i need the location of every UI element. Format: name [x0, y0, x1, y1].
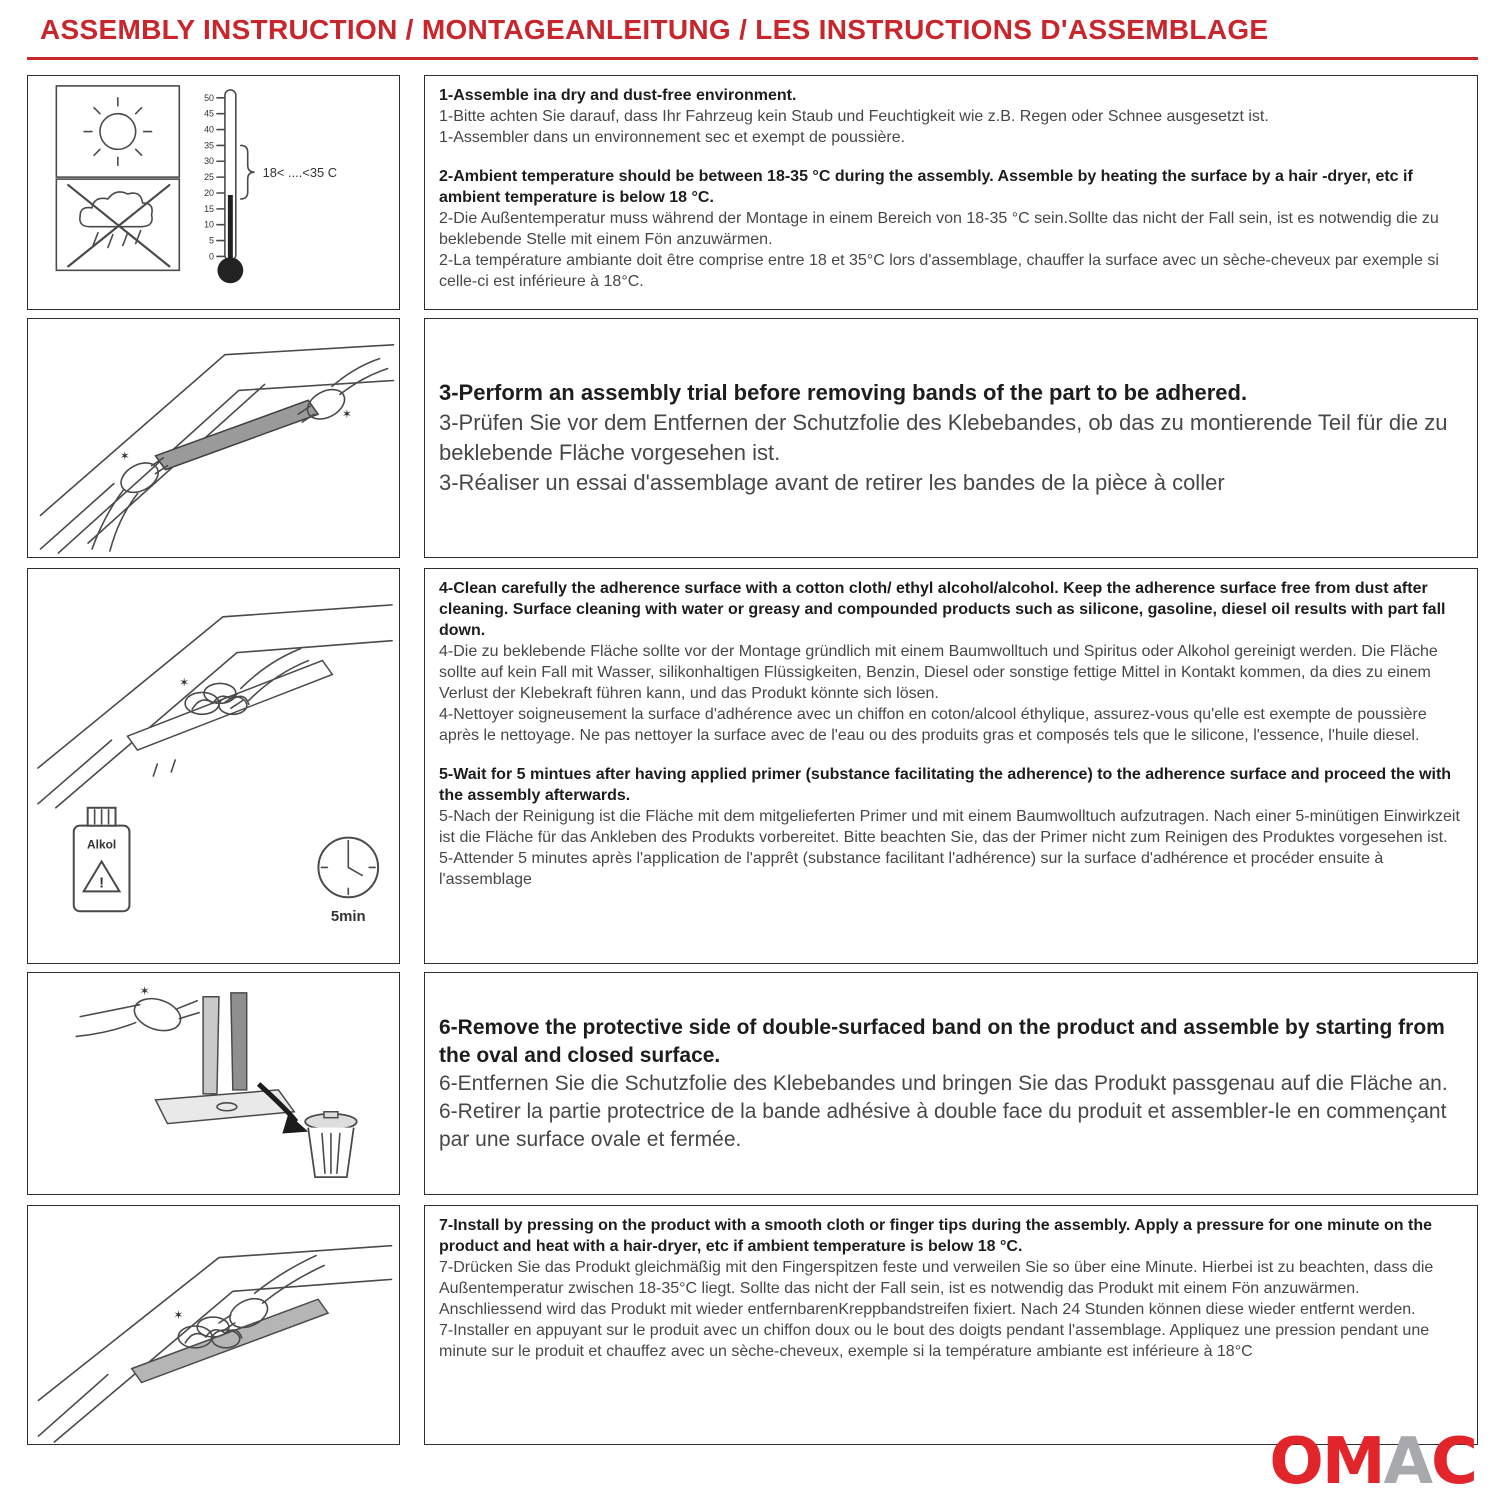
illustration-press-install: [27, 1205, 400, 1445]
environment-temperature-drawing: [28, 76, 399, 309]
sun-icon: [56, 86, 179, 177]
logo-text-gray: A: [1383, 1425, 1432, 1499]
instruction-paragraph: 6-Retirer la partie protectrice de la bande adhésive à double face du produit et assembler-le en commençant par une surface ovale et fermée.: [439, 1099, 1447, 1151]
instruction-paragraph: 1-Bitte achten Sie darauf, dass Ihr Fahrzeug kein Staub und Feuchtigkeit wie z.B. Regen oder Schnee ausgesetzt ist.: [439, 108, 1269, 125]
illustration-environment: [27, 75, 400, 310]
spacer: [439, 746, 1463, 764]
svg-text:✶: ✶: [179, 675, 190, 690]
instruction-paragraph: 5-Nach der Reinigung ist die Fläche mit dem mitgelieferten Primer und mit einem Baumwolltuch aufzutragen. Nach einer 5-minütigen Einwirkzeit ist die Fläche für das Ankleben des Produkts vorbereitet. Bitte beachten Sie, das der Primer nicht zum Reinigen des Produktes vorgesehen ist.: [439, 808, 1460, 846]
illustration-assembly-trial: [27, 318, 400, 558]
instructions-step-6: [424, 972, 1478, 1195]
bottle-label: Alkol: [87, 837, 117, 852]
section-row-3: [27, 568, 1478, 964]
instruction-paragraph: 7-Drücken Sie das Produkt gleichmäßig mit den Fingerspitzen feste und verweilen Sie so über eine Minute. Hierbei ist zu beachten, dass die Außentemperatur zwischen 18-35°C liegt. Sollte das nicht der Fall sein, ist es notwendig das Produkt mit einem Fön anzuwärmen. Anschliessend wird das Produkt mit wieder entfernbarenKreppbandstreifen fixiert. Nach 24 Stunden können diese wieder entfernt werden.: [439, 1259, 1434, 1318]
svg-text:✶: ✶: [139, 983, 150, 998]
svg-text:0: 0: [209, 251, 214, 262]
instructions-step-4-5: [424, 568, 1478, 964]
instruction-paragraph: 2-Die Außentemperatur muss während der Montage in einem Bereich von 18-35 °C sein.Sollte das nicht der Fall sein, ist es notwendig die zu beklebende Stelle mit einem Fön anzuwärmen.: [439, 210, 1439, 248]
svg-text:5: 5: [209, 235, 214, 246]
instruction-paragraph: 4-Clean carefully the adherence surface with a cotton cloth/ ethyl alcohol/alcohol. Keep the adherence surface free from dust after cleaning. Surface cleaning with water or greasy and compounded products such as silicone, gasoline, diesel oil results with part fall down.: [439, 580, 1446, 639]
svg-text:15: 15: [204, 203, 214, 214]
instruction-paragraph: 2-Ambient temperature should be between 18-35 °C during the assembly. Assemble by heating the surface by a hair -dryer, etc if ambient temperature is below 18 °C.: [439, 168, 1413, 206]
section-row-4: [27, 972, 1478, 1195]
pressing-hand-drawing: [28, 1206, 399, 1444]
svg-text:10: 10: [204, 219, 214, 230]
right-hand: [298, 359, 387, 425]
section-row-1: [27, 75, 1478, 310]
svg-text:30: 30: [204, 156, 214, 167]
cleaning-surface-drawing: [28, 569, 399, 963]
svg-text:✶: ✶: [173, 1308, 184, 1323]
svg-text:35: 35: [204, 140, 214, 151]
instruction-paragraph: 7-Installer en appuyant sur le produit avec un chiffon doux ou le bout des doigts pendant l'assemblage. Appliquez une pression pendant une minute sur le produit et chauffez avec un sèche-cheveux, exemple si la température ambiante est inférieure à 18°C: [439, 1322, 1430, 1360]
no-rain-icon: [56, 179, 179, 270]
temp-range-label: 18< ....<35 C: [262, 165, 338, 181]
illustration-cleaning: [27, 568, 400, 964]
page-title: ASSEMBLY INSTRUCTION / MONTAGEANLEITUNG / LES INSTRUCTIONS D'ASSEMBLAGE: [40, 14, 1269, 45]
logo-text-red2: C: [1431, 1425, 1476, 1499]
svg-text:✶: ✶: [341, 407, 352, 422]
instruction-paragraph: 6-Remove the protective side of double-surfaced band on the product and assemble by starting from the oval and closed surface.: [439, 1015, 1445, 1067]
instructions-step-1-2: [424, 75, 1478, 310]
alcohol-bottle-icon: [74, 808, 130, 911]
peeling-strips-drawing: [28, 973, 399, 1194]
svg-text:40: 40: [204, 124, 214, 135]
instruction-paragraph: 3-Réaliser un essai d'assemblage avant de retirer les bandes de la pièce à coller: [439, 470, 1225, 495]
svg-text:!: !: [99, 875, 105, 892]
trim-strip: [155, 400, 318, 469]
clock-label: 5min: [330, 909, 366, 926]
instructions-step-7: [424, 1205, 1478, 1445]
protective-strips: [203, 993, 247, 1094]
svg-text:25: 25: [204, 172, 214, 183]
instruction-paragraph: 1-Assemble ina dry and dust-free environment.: [439, 87, 797, 104]
installed-trim: [132, 1299, 328, 1382]
instruction-paragraph: 1-Assembler dans un environnement sec et exempt de poussière.: [439, 129, 906, 146]
thermometer-icon: [204, 90, 337, 283]
instruction-paragraph: 3-Prüfen Sie vor dem Entfernen der Schutzfolie des Klebebandes, ob das zu montierende Teil für die zu beklebende Fläche vorgesehen ist.: [439, 410, 1448, 465]
instruction-paragraph: 7-Install by pressing on the product with a smooth cloth or finger tips during the assembly. Apply a pressure for one minute on the product and heat with a hair-dryer, etc if ambient temperature is below 18 °C.: [439, 1217, 1432, 1255]
trash-can-icon: [305, 1112, 357, 1177]
instruction-paragraph: 5-Wait for 5 mintues after having applied primer (substance facilitating the adherence) to the adherence surface and proceed the with the assembly afterwards.: [439, 766, 1452, 804]
svg-text:✶: ✶: [119, 448, 130, 463]
svg-text:45: 45: [204, 108, 214, 119]
section-row-2: [27, 318, 1478, 558]
title-rule: [27, 57, 1478, 60]
instruction-paragraph: 4-Die zu beklebende Fläche sollte vor der Montage gründlich mit einem Baumwolltuch und Spiritus oder Alkohol gereinigt werden. Die Fläche sollte auf kein Fall mit Wasser, silikonhaltigen Flüssigkeiten, Benzin, Diesel oder sonstige fettige Mittel in Kontakt kommen, da dies zu einem Verlust der Klebekraft führen kann, und das Produkt könnte sich lösen.: [439, 643, 1438, 702]
instruction-paragraph: 4-Nettoyer soigneusement la surface d'adhérence avec un chiffon en coton/alcool éthylique, assurez-vous qu'elle est exempte de poussière après le nettoyage. Ne pas nettoyer la surface avec de l'eau ou des produits gras et composés tels que le silicone, l'essence, l'huile diesel.: [439, 706, 1427, 744]
svg-text:50: 50: [204, 92, 214, 103]
brand-logo: [1269, 1425, 1476, 1499]
instructions-step-3: [424, 318, 1478, 558]
instruction-paragraph: 6-Entfernen Sie die Schutzfolie des Klebebandes und bringen Sie das Produkt passgenau auf die Fläche an.: [439, 1071, 1448, 1095]
spacer: [439, 148, 1463, 166]
svg-text:20: 20: [204, 187, 214, 198]
pulling-hand: [76, 984, 199, 1037]
instruction-paragraph: 3-Perform an assembly trial before removing bands of the part to be adhered.: [439, 380, 1248, 405]
illustration-remove-band: [27, 972, 400, 1195]
door-sill-trial-drawing: [28, 319, 399, 557]
instruction-paragraph: 2-La température ambiante doit être comprise entre 18 et 35°C lors d'assemblage, chauffer la surface avec un sèche-cheveux par exemple si celle-ci est inférieure à 18°C.: [439, 252, 1439, 290]
logo-text-red: OM: [1269, 1425, 1384, 1499]
sill-plate: [127, 661, 332, 751]
clock-icon: [318, 838, 378, 926]
section-row-5: [27, 1205, 1478, 1445]
instruction-paragraph: 5-Attender 5 minutes après l'application de l'apprêt (substance facilitant l'adhérence) sur la surface d'adhérence et procéder ensuite à l'assemblage: [439, 850, 1384, 888]
